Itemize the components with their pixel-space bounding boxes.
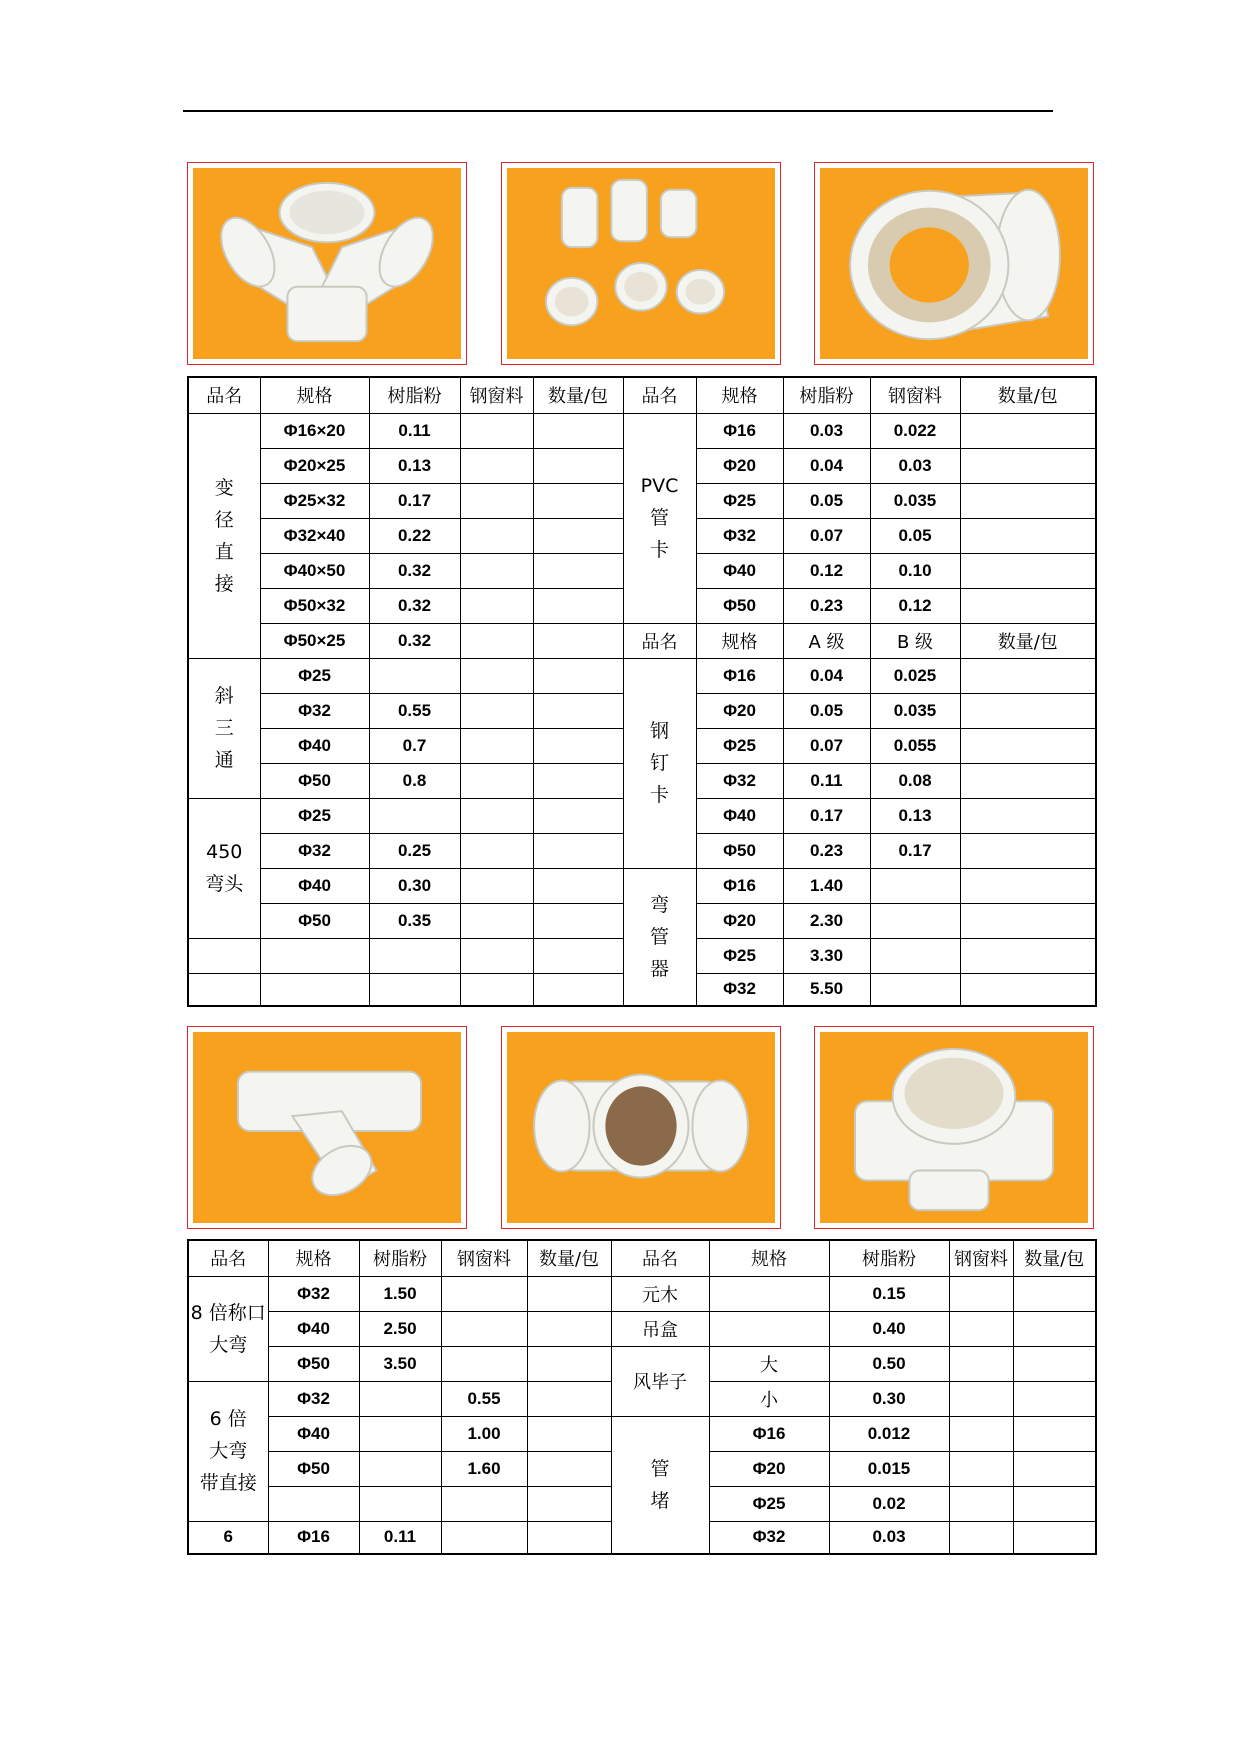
value-cell: 0.03 (783, 413, 870, 448)
steel-cell (949, 1276, 1013, 1311)
qty-cell (533, 693, 623, 728)
qty-cell (960, 833, 1096, 868)
spec-cell: Φ50 (268, 1451, 359, 1486)
resin-cell: 0.15 (829, 1276, 949, 1311)
spec-cell (260, 938, 369, 973)
header-cell: 树脂粉 (783, 377, 870, 413)
qty-cell (533, 938, 623, 973)
qty-cell (960, 518, 1096, 553)
spec-cell (260, 973, 369, 1006)
value-cell: 0.07 (783, 728, 870, 763)
product-name-pipe-bender: 弯 管 器 (623, 868, 696, 1006)
spec-cell: Φ20 (709, 1451, 829, 1486)
resin-cell: 0.03 (829, 1521, 949, 1554)
resin-cell (359, 1486, 441, 1521)
spec-cell: Φ25 (260, 798, 369, 833)
qty-cell (533, 763, 623, 798)
steel-cell (441, 1346, 527, 1381)
value-cell: 0.05 (783, 693, 870, 728)
steel-cell (460, 938, 533, 973)
spec-cell: Φ50 (696, 833, 783, 868)
spec-cell: Φ25 (709, 1486, 829, 1521)
steel-cell: 1.00 (441, 1416, 527, 1451)
header-cell: 数量/包 (960, 377, 1096, 413)
header-cell: B 级 (870, 623, 960, 658)
value-cell (870, 973, 960, 1006)
header-cell: 钢窗料 (870, 377, 960, 413)
value-cell: 2.30 (783, 903, 870, 938)
qty-cell (527, 1486, 611, 1521)
spec-cell: Φ20 (696, 903, 783, 938)
steel-cell (441, 1276, 527, 1311)
qty-cell (960, 413, 1096, 448)
product-name-6: 6 (188, 1521, 268, 1554)
value-cell: 0.17 (870, 833, 960, 868)
spec-cell: Φ16×20 (260, 413, 369, 448)
qty-cell (960, 903, 1096, 938)
qty-cell (533, 413, 623, 448)
qty-cell (533, 518, 623, 553)
resin-cell: 0.35 (369, 903, 460, 938)
resin-cell: 2.50 (359, 1311, 441, 1346)
value-cell: 0.23 (783, 588, 870, 623)
steel-cell (949, 1451, 1013, 1486)
resin-cell (369, 938, 460, 973)
resin-cell: 0.015 (829, 1451, 949, 1486)
product-name-fengbizi: 风毕子 (611, 1346, 709, 1416)
steel-cell (460, 763, 533, 798)
resin-cell: 3.50 (359, 1346, 441, 1381)
value-cell: 0.035 (870, 483, 960, 518)
qty-cell (960, 658, 1096, 693)
qty-cell (533, 728, 623, 763)
spec-cell (709, 1311, 829, 1346)
qty-cell (527, 1346, 611, 1381)
qty-cell (533, 833, 623, 868)
value-cell (870, 868, 960, 903)
qty-cell (960, 868, 1096, 903)
value-cell: 0.035 (870, 693, 960, 728)
qty-cell (960, 588, 1096, 623)
qty-cell (533, 868, 623, 903)
value-cell: 5.50 (783, 973, 870, 1006)
qty-cell (960, 728, 1096, 763)
header-cell: 品名 (623, 623, 696, 658)
qty-cell (533, 973, 623, 1006)
spec-cell: Φ32 (696, 763, 783, 798)
spec-cell: 小 (709, 1381, 829, 1416)
qty-cell (1013, 1486, 1096, 1521)
qty-cell (1013, 1276, 1096, 1311)
value-cell: 0.03 (870, 448, 960, 483)
steel-cell (460, 553, 533, 588)
value-cell: 0.12 (783, 553, 870, 588)
photo-four-way-cross (814, 1026, 1094, 1229)
qty-cell (533, 903, 623, 938)
resin-cell: 0.8 (369, 763, 460, 798)
steel-cell (949, 1521, 1013, 1554)
spec-cell: Φ50×32 (260, 588, 369, 623)
steel-cell (460, 448, 533, 483)
spec-cell: Φ50 (268, 1346, 359, 1381)
spec-table-2 (187, 1239, 1097, 1555)
steel-cell (460, 658, 533, 693)
spec-cell: Φ40 (260, 868, 369, 903)
value-cell (870, 938, 960, 973)
steel-cell (460, 903, 533, 938)
steel-cell (949, 1346, 1013, 1381)
empty-cell (188, 938, 260, 973)
steel-cell (460, 728, 533, 763)
empty-cell (188, 973, 260, 1006)
steel-cell (460, 693, 533, 728)
steel-cell (441, 1486, 527, 1521)
qty-cell (960, 693, 1096, 728)
value-cell: 0.10 (870, 553, 960, 588)
value-cell: 0.08 (870, 763, 960, 798)
steel-cell (949, 1381, 1013, 1416)
resin-cell: 0.02 (829, 1486, 949, 1521)
steel-cell (460, 518, 533, 553)
steel-cell (460, 798, 533, 833)
value-cell: 0.04 (783, 448, 870, 483)
spec-cell: Φ32 (709, 1521, 829, 1554)
spec-cell: Φ50×25 (260, 623, 369, 658)
header-cell: 规格 (268, 1240, 359, 1276)
qty-cell (527, 1311, 611, 1346)
product-name-wood-block: 元木 (611, 1276, 709, 1311)
spec-cell: Φ20 (696, 448, 783, 483)
resin-cell: 0.25 (369, 833, 460, 868)
spec-cell: Φ25 (696, 483, 783, 518)
resin-cell (369, 798, 460, 833)
resin-cell (369, 658, 460, 693)
spec-cell: Φ16 (696, 413, 783, 448)
steel-cell (441, 1311, 527, 1346)
value-cell: 0.11 (783, 763, 870, 798)
spec-cell: Φ32 (696, 973, 783, 1006)
spec-cell: Φ32 (260, 693, 369, 728)
qty-cell (533, 448, 623, 483)
header-cell: 数量/包 (533, 377, 623, 413)
header-cell: 规格 (260, 377, 369, 413)
steel-cell (441, 1521, 527, 1554)
steel-cell (949, 1416, 1013, 1451)
product-name-6x-bend: 6 倍 大弯 带直接 (188, 1381, 268, 1521)
spec-cell: Φ40 (696, 553, 783, 588)
photo-tee-fitting (814, 162, 1094, 365)
spec-cell: Φ16 (696, 868, 783, 903)
spec-cell: Φ32 (696, 518, 783, 553)
qty-cell (533, 588, 623, 623)
header-cell: 规格 (696, 623, 783, 658)
resin-cell: 0.17 (369, 483, 460, 518)
header-cell: 品名 (188, 377, 260, 413)
value-cell (870, 903, 960, 938)
header-cell: A 级 (783, 623, 870, 658)
steel-cell: 0.55 (441, 1381, 527, 1416)
steel-cell: 1.60 (441, 1451, 527, 1486)
spec-cell: Φ40 (268, 1311, 359, 1346)
qty-cell (1013, 1381, 1096, 1416)
steel-cell (460, 588, 533, 623)
spec-cell: Φ40 (260, 728, 369, 763)
header-cell: 树脂粉 (359, 1240, 441, 1276)
header-cell: 品名 (188, 1240, 268, 1276)
value-cell: 0.23 (783, 833, 870, 868)
steel-cell (460, 833, 533, 868)
steel-cell (460, 483, 533, 518)
photo-y-branch (187, 1026, 467, 1229)
header-cell: 钢窗料 (460, 377, 533, 413)
spec-cell: Φ25 (696, 938, 783, 973)
qty-cell (1013, 1451, 1096, 1486)
resin-cell: 1.50 (359, 1276, 441, 1311)
spec-cell: 大 (709, 1346, 829, 1381)
resin-cell: 0.22 (369, 518, 460, 553)
value-cell: 0.025 (870, 658, 960, 693)
qty-cell (527, 1381, 611, 1416)
photo-double-y-tee (187, 162, 467, 365)
value-cell: 3.30 (783, 938, 870, 973)
resin-cell: 0.7 (369, 728, 460, 763)
resin-cell: 0.40 (829, 1311, 949, 1346)
resin-cell: 0.11 (359, 1521, 441, 1554)
header-cell: 树脂粉 (369, 377, 460, 413)
spec-cell: Φ16 (268, 1521, 359, 1554)
steel-cell (460, 623, 533, 658)
spec-cell: Φ40 (268, 1416, 359, 1451)
product-name-pipe-plug: 管 堵 (611, 1416, 709, 1554)
spec-cell: Φ16 (709, 1416, 829, 1451)
spec-cell: Φ50 (260, 763, 369, 798)
qty-cell (533, 483, 623, 518)
product-name-reducer-coupling: 变 径 直 接 (188, 413, 260, 658)
resin-cell: 0.55 (369, 693, 460, 728)
resin-cell (369, 973, 460, 1006)
product-name-pvc-clip: PVC 管 卡 (623, 413, 696, 623)
spec-cell: Φ25 (696, 728, 783, 763)
resin-cell: 0.32 (369, 588, 460, 623)
resin-cell: 0.32 (369, 553, 460, 588)
photo-cross-tee (501, 1026, 781, 1229)
value-cell: 0.022 (870, 413, 960, 448)
spec-cell: Φ16 (696, 658, 783, 693)
product-name-8x-bend: 8 倍称口 大弯 (188, 1276, 268, 1381)
steel-cell (949, 1486, 1013, 1521)
header-cell: 品名 (623, 377, 696, 413)
resin-cell: 0.13 (369, 448, 460, 483)
qty-cell (533, 553, 623, 588)
qty-cell (960, 553, 1096, 588)
product-name-nail-clip: 钢 钉 卡 (623, 658, 696, 868)
resin-cell: 0.11 (369, 413, 460, 448)
resin-cell (359, 1381, 441, 1416)
spec-cell: Φ32 (260, 833, 369, 868)
spec-cell: Φ20×25 (260, 448, 369, 483)
spec-cell: Φ20 (696, 693, 783, 728)
spec-cell: Φ32×40 (260, 518, 369, 553)
qty-cell (960, 798, 1096, 833)
header-cell: 品名 (611, 1240, 709, 1276)
steel-cell (460, 413, 533, 448)
header-cell: 树脂粉 (829, 1240, 949, 1276)
qty-cell (1013, 1346, 1096, 1381)
resin-cell: 0.32 (369, 623, 460, 658)
spec-cell: Φ50 (260, 903, 369, 938)
qty-cell (527, 1276, 611, 1311)
qty-cell (533, 658, 623, 693)
resin-cell (359, 1416, 441, 1451)
product-name-45-elbow: 450 弯头 (188, 798, 260, 938)
value-cell: 0.17 (783, 798, 870, 833)
value-cell: 0.13 (870, 798, 960, 833)
qty-cell (1013, 1521, 1096, 1554)
spec-cell (709, 1276, 829, 1311)
value-cell: 0.07 (783, 518, 870, 553)
qty-cell (533, 798, 623, 833)
header-rule (183, 110, 1053, 112)
value-cell: 0.055 (870, 728, 960, 763)
resin-cell: 0.30 (829, 1381, 949, 1416)
header-cell: 数量/包 (960, 623, 1096, 658)
qty-cell (1013, 1311, 1096, 1346)
header-cell: 钢窗料 (441, 1240, 527, 1276)
resin-cell: 0.30 (369, 868, 460, 903)
steel-cell (949, 1311, 1013, 1346)
spec-cell: Φ32 (268, 1276, 359, 1311)
spec-cell: Φ40×50 (260, 553, 369, 588)
resin-cell (359, 1451, 441, 1486)
spec-cell (268, 1486, 359, 1521)
qty-cell (527, 1416, 611, 1451)
qty-cell (960, 763, 1096, 798)
spec-cell: Φ32 (268, 1381, 359, 1416)
resin-cell: 0.012 (829, 1416, 949, 1451)
qty-cell (960, 448, 1096, 483)
spec-cell: Φ25×32 (260, 483, 369, 518)
qty-cell (960, 973, 1096, 1006)
spec-cell: Φ25 (260, 658, 369, 693)
product-name-y-tee: 斜 三 通 (188, 658, 260, 798)
photo-pipe-couplings (501, 162, 781, 365)
header-cell: 规格 (696, 377, 783, 413)
header-cell: 规格 (709, 1240, 829, 1276)
spec-cell: Φ50 (696, 588, 783, 623)
qty-cell (527, 1451, 611, 1486)
qty-cell (960, 938, 1096, 973)
header-cell: 数量/包 (1013, 1240, 1096, 1276)
product-name-junction-box: 吊盒 (611, 1311, 709, 1346)
qty-cell (533, 623, 623, 658)
value-cell: 0.05 (870, 518, 960, 553)
qty-cell (960, 483, 1096, 518)
value-cell: 0.04 (783, 658, 870, 693)
header-cell: 钢窗料 (949, 1240, 1013, 1276)
resin-cell: 0.50 (829, 1346, 949, 1381)
qty-cell (1013, 1416, 1096, 1451)
header-cell: 数量/包 (527, 1240, 611, 1276)
spec-cell: Φ40 (696, 798, 783, 833)
value-cell: 1.40 (783, 868, 870, 903)
spec-table-1 (187, 376, 1097, 1007)
steel-cell (460, 973, 533, 1006)
qty-cell (527, 1521, 611, 1554)
steel-cell (460, 868, 533, 903)
value-cell: 0.05 (783, 483, 870, 518)
value-cell: 0.12 (870, 588, 960, 623)
